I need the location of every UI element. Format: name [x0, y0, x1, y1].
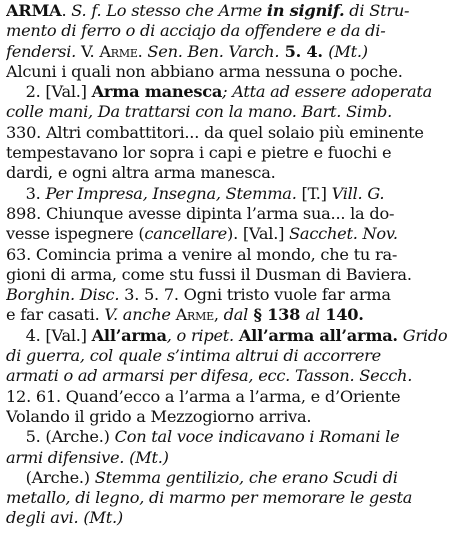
text-line	[6, 508, 466, 528]
text-run: Arme	[99, 41, 138, 61]
text-run: 5. (Arche.)	[6, 427, 115, 447]
text-run: ,	[213, 305, 224, 325]
text-run: dardi, e ogni altra arma manesca.	[6, 163, 276, 183]
text-run: al	[305, 305, 320, 325]
text-run: [T.]	[296, 183, 332, 203]
text-run: 5. 4.	[279, 41, 329, 61]
text-run: e far casati.	[6, 305, 105, 325]
text-line	[6, 204, 466, 224]
text-line	[6, 102, 466, 122]
text-run: All’arma	[91, 325, 167, 345]
text-line	[6, 163, 466, 183]
text-run: armi difensive. (Mt.)	[6, 447, 169, 467]
text-line	[6, 123, 466, 143]
text-run: cancellare	[144, 224, 228, 244]
text-run: 4. [Val.]	[6, 325, 92, 345]
text-run: 63. Comincia prima a venire al mondo, che tu ra-	[6, 244, 398, 264]
text-run: § 138	[248, 305, 306, 325]
text-run: Sen. Ben. Varch.	[147, 41, 280, 61]
text-run: (Mt.)	[328, 41, 368, 61]
text-run: mento di ferro o di acciajo da offendere e da di-	[6, 21, 386, 41]
text-run: ; Atta ad essere adoperata	[222, 82, 433, 102]
text-run: 3. 5. 7. Ogni tristo vuole far arma	[119, 285, 391, 305]
text-line	[6, 265, 466, 285]
text-line	[6, 407, 466, 427]
text-run: Arme	[175, 305, 214, 325]
text-run: Borghin. Disc.	[6, 285, 120, 305]
text-run: vesse ispegnere (	[6, 224, 145, 244]
text-run: 140.	[319, 305, 364, 325]
text-run: All’arma all’arma.	[238, 325, 398, 345]
text-line	[6, 346, 466, 366]
text-run: colle mani, Da trattarsi con la mano. Bart. Simb.	[6, 102, 392, 122]
text-run: fendersi.	[6, 41, 81, 61]
text-run: ARMA	[6, 1, 62, 20]
text-run: S. f. Lo stesso che Arme	[71, 1, 267, 20]
entry-text	[6, 1, 466, 529]
text-run: dal	[223, 305, 249, 325]
text-line	[6, 448, 466, 468]
text-run: 330. Altri combattitori... da quel solaio più eminente	[6, 122, 424, 142]
text-run: gioni di arma, come stu fussi il Dusman di Baviera.	[6, 264, 412, 284]
text-run: Volando il grido a Mezzogiorno arriva.	[6, 406, 312, 426]
text-run: Per Impresa, Insegna, Stemma.	[45, 183, 297, 203]
text-run: .	[137, 41, 148, 61]
text-run: Con tal voce indicavano i Romani le	[114, 427, 400, 447]
text-run: metallo, di legno, di marmo per memorare le gesta	[6, 488, 413, 508]
text-line	[6, 285, 466, 305]
text-run: Sacchet. Nov.	[289, 224, 398, 244]
text-run: armati o ad armarsi per difesa, ecc. Tasson. Secch.	[6, 366, 413, 386]
text-run: ). [Val.]	[227, 224, 290, 244]
text-line	[6, 366, 466, 386]
text-run: degli avi. (Mt.)	[6, 508, 123, 528]
text-run: 12. 61. Quand’ecco a l’arma a l’arma, e d’Oriente	[6, 386, 401, 406]
text-line	[6, 1, 466, 21]
text-line	[6, 42, 466, 62]
text-run: tempestavano lor sopra i capi e pietre e fuochi e	[6, 143, 392, 163]
text-line	[6, 387, 466, 407]
text-line	[6, 305, 466, 325]
text-line	[6, 468, 466, 488]
text-run: , o ripet.	[166, 325, 239, 345]
text-run: Grido	[397, 325, 448, 345]
text-run: 3.	[6, 183, 46, 203]
text-run: Vill. G.	[331, 183, 385, 203]
text-line	[6, 21, 466, 41]
text-run: Alcuni i quali non abbiano arma nessuna o poche.	[6, 61, 403, 81]
text-line	[6, 62, 466, 82]
text-run: V.	[80, 41, 100, 61]
text-run: 2. [Val.]	[6, 82, 92, 102]
text-line	[6, 245, 466, 265]
text-run: (Arche.)	[6, 467, 95, 487]
text-line	[6, 326, 466, 346]
text-line	[6, 82, 466, 102]
text-run: .	[61, 1, 72, 20]
text-line	[6, 488, 466, 508]
text-run: di Stru-	[344, 1, 410, 20]
text-run: in signif.	[266, 1, 345, 20]
text-run: Arma manesca	[91, 82, 223, 102]
text-run: Stemma gentilizio, che erano Scudi di	[94, 467, 398, 487]
text-run: V. anche	[104, 305, 176, 325]
text-run: 898. Chiunque avesse dipinta l’arma sua... la do-	[6, 203, 395, 223]
text-line	[6, 184, 466, 204]
text-run: di guerra, col quale s’intima altrui di accorrere	[6, 346, 381, 366]
text-line	[6, 224, 466, 244]
text-line	[6, 427, 466, 447]
text-line	[6, 143, 466, 163]
